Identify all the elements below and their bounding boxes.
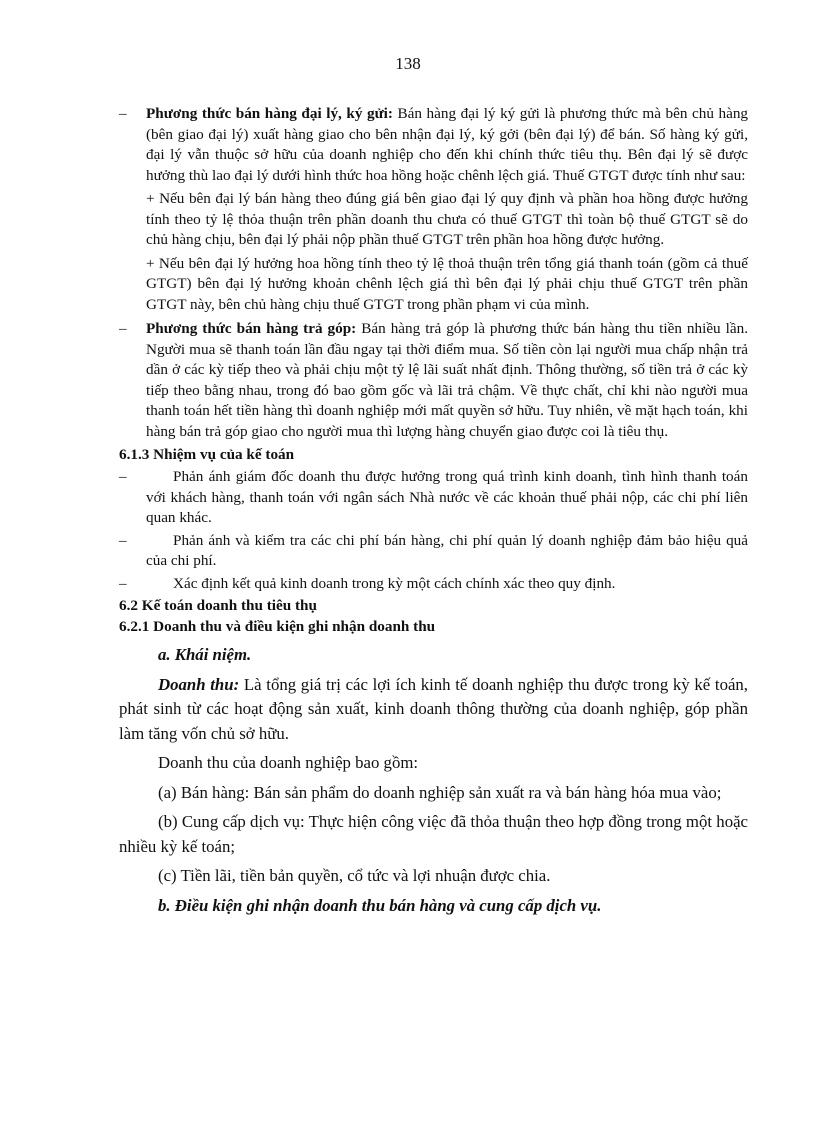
definition-term: Doanh thu: bbox=[158, 674, 240, 694]
page-number: 138 bbox=[395, 54, 421, 73]
bullet-agency-sales bbox=[119, 104, 748, 315]
bullet-term: Phương thức bán hàng đại lý, ký gửi: bbox=[146, 105, 393, 122]
bullet-paragraph bbox=[146, 104, 748, 186]
dash-marker: – bbox=[119, 320, 127, 337]
subheading-concept: a. Khái niệm. bbox=[158, 645, 252, 664]
dash-marker: – bbox=[119, 468, 127, 485]
revenue-type-item: (c) Tiền lãi, tiền bản quyền, cổ tức và lợi nhuận được chia. bbox=[158, 866, 551, 885]
page-body bbox=[119, 104, 748, 923]
dash-marker: – bbox=[119, 574, 127, 592]
revenue-type-item: (b) Cung cấp dịch vụ: Thực hiện công việc đã thỏa thuận theo hợp đồng trong một hoặc nhiều kỳ kế toán; bbox=[119, 812, 748, 856]
definition-paragraph bbox=[119, 673, 748, 747]
includes-paragraph: Doanh thu của doanh nghiệp bao gồm: bbox=[158, 753, 419, 772]
task-item bbox=[119, 531, 748, 572]
task-item bbox=[119, 467, 748, 529]
task-text: Phản ánh giám đốc doanh thu được hưởng trong quá trình kinh doanh, tình hình thanh toán với khách hàng, thanh toán với ngân sách Nhà nước về các khoản thuế phải nộp, các chi phí liên quan khác. bbox=[146, 468, 748, 526]
dash-marker: – bbox=[119, 531, 127, 549]
task-text: Phản ánh và kiểm tra các chi phí bán hàng, chi phí quản lý doanh nghiệp đảm bảo hiệu quả của chi phí. bbox=[146, 531, 748, 569]
task-item bbox=[119, 574, 748, 595]
subheading-conditions: b. Điều kiện ghi nhận doanh thu bán hàng và cung cấp dịch vụ. bbox=[158, 895, 602, 915]
sub-paragraph: + Nếu bên đại lý bán hàng theo đúng giá bên giao đại lý quy định và phần hoa hồng được hưởng tính theo tỷ lệ thỏa thuận trên phần doanh thu chưa có thuế GTGT thì toàn bộ thuế GTGT sẽ do chủ hàng chịu, bên đại lý phải nộp phần thuế GTGT trên phần hoa hồng được hưởng. bbox=[146, 190, 748, 248]
bullet-paragraph bbox=[146, 319, 748, 442]
task-text: Xác định kết quả kinh doanh trong kỳ một cách chính xác theo quy định. bbox=[173, 574, 616, 592]
bullet-text: Bán hàng trả góp là phương thức bán hàng thu tiền nhiều lần. Người mua sẽ thanh toán lần đầu ngay tại thời điểm mua. Số tiền còn lại người mua chấp nhận trả dần ở các kỳ tiếp theo và phải chịu một tỷ lệ lãi suất nhất định. Thông thường, số tiền trả ở các kỳ tiếp theo bằng nhau, trong đó bao gồm gốc và lãi trả chậm. Về thực chất, chỉ khi nào người mua thanh toán hết tiền hàng thì doanh nghiệp mới mất quyền sở hữu. Tuy nhiên, về mặt hạch toán, khi hàng bán trả góp giao cho người mua thì lượng hàng chuyển giao được coi là tiêu thụ. bbox=[146, 320, 748, 440]
section-heading-62: 6.2 Kế toán doanh thu tiêu thụ bbox=[119, 597, 317, 614]
section-heading-621: 6.2.1 Doanh thu và điều kiện ghi nhận doanh thu bbox=[119, 618, 436, 635]
revenue-section bbox=[119, 643, 748, 918]
bullet-installment-sales bbox=[119, 319, 748, 442]
bullet-term: Phương thức bán hàng trả góp: bbox=[146, 320, 357, 337]
sub-paragraph: + Nếu bên đại lý hưởng hoa hồng tính theo tỷ lệ thoả thuận trên tổng giá thanh toán (gồm cả thuế GTGT) bên đại lý hưởng khoản chênh lệch giá thì bên đại lý phải chịu thuế GTGT trên phần GTGT này, bên chủ hàng chịu thuế GTGT trong phần phạm vi của mình. bbox=[146, 254, 748, 313]
revenue-type-item: (a) Bán hàng: Bán sản phẩm do doanh nghiệp sản xuất ra và bán hàng hóa mua vào; bbox=[158, 782, 722, 802]
bullet-text: Bán hàng đại lý ký gửi là phương thức mà bên chủ hàng (bên giao đại lý) xuất hàng giao cho bên nhận đại lý, ký gởi (bên đại lý) để bán. Số hàng ký gửi, đại lý vẫn thuộc sở hữu của doanh nghiệp cho đến khi chính thức tiêu thụ. Bên đại lý sẽ được hưởng thù lao đại lý dưới hình thức hoa hồng hoặc chênh lệch giá. Thuế GTGT được tính như sau: bbox=[146, 105, 749, 184]
section-heading-613: 6.1.3 Nhiệm vụ của kế toán bbox=[119, 446, 295, 463]
definition-text: Là tổng giá trị các lợi ích kinh tế doanh nghiệp thu được trong kỳ kế toán, phát sinh từ các hoạt động sản xuất, kinh doanh thông thường của doanh nghiệp, góp phần làm tăng vốn chủ sở hữu. bbox=[119, 674, 748, 743]
dash-marker: – bbox=[119, 105, 127, 122]
